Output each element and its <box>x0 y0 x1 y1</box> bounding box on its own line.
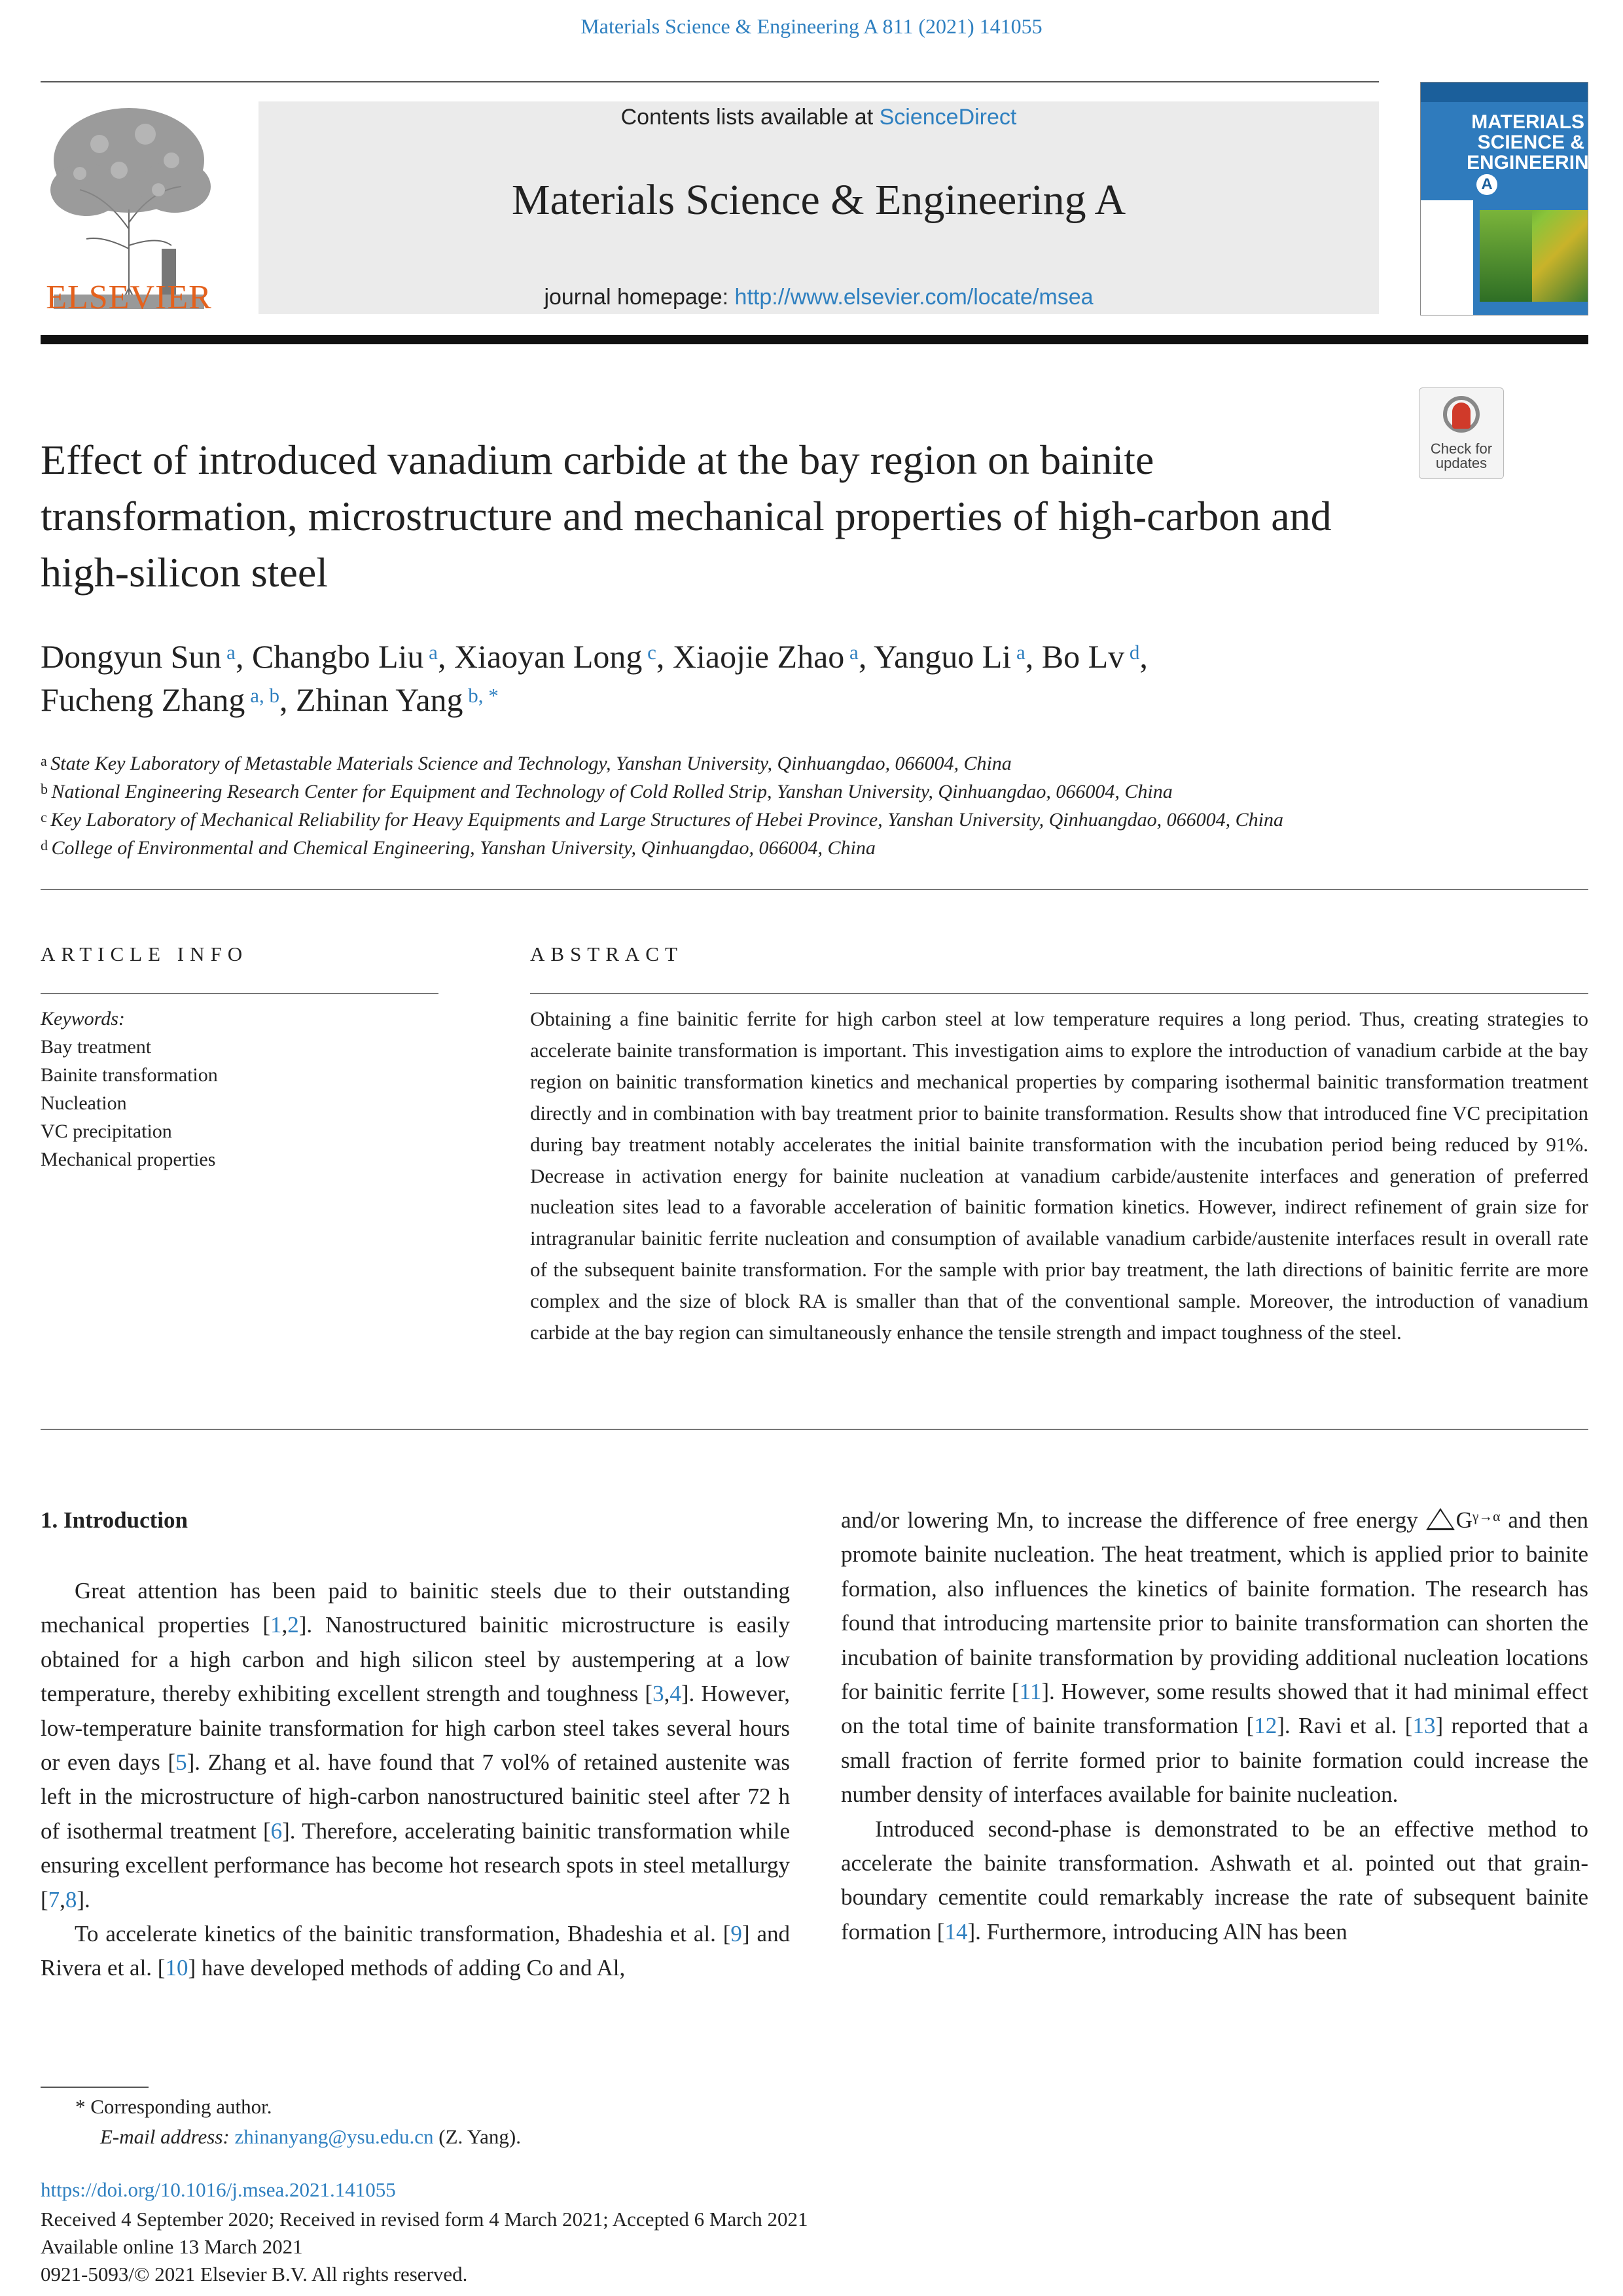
affiliation-key: c <box>41 809 51 825</box>
citation-link[interactable]: 12 <box>1254 1713 1277 1739</box>
citation-link[interactable]: 11 <box>1019 1679 1042 1705</box>
paragraph-text: ] have developed methods of adding Co and Al, <box>188 1955 626 1981</box>
cover-contents-panel <box>1421 200 1473 315</box>
check-for-updates-badge[interactable] <box>1419 387 1504 479</box>
journal-reference[interactable]: Materials Science & Engineering A 811 (2021) 141055 <box>580 14 1043 38</box>
author-name[interactable]: Bo Lv <box>1041 638 1125 675</box>
article-info-heading: ARTICLE INFO <box>41 942 249 965</box>
keyword-item: Mechanical properties <box>41 1149 216 1170</box>
paragraph <box>841 1812 1588 1950</box>
author-affiliation-marker[interactable]: d <box>1124 641 1140 664</box>
author-separator: , <box>437 638 454 675</box>
sciencedirect-link[interactable]: ScienceDirect <box>879 105 1017 130</box>
author-affiliation-marker[interactable]: a <box>221 641 236 664</box>
keywords-block <box>41 1005 433 1174</box>
author-name[interactable]: Dongyun Sun <box>41 638 222 675</box>
citation-link[interactable]: 6 <box>270 1818 283 1844</box>
citation-link[interactable]: 7 <box>48 1886 60 1912</box>
paragraph-text: ]. <box>77 1886 90 1912</box>
citation-link[interactable]: 4 <box>669 1681 681 1707</box>
paragraph-text: , <box>60 1886 65 1912</box>
email-link[interactable]: zhinanyang@ysu.edu.cn <box>234 2125 434 2148</box>
author-affiliation-marker[interactable]: b, * <box>463 684 499 707</box>
paragraph-text: and then promote bainite nucleation. The heat treatment, which is applied prior to bainite formation, also influences the kinetics of bainite formation. The research has found that introducing martensite prior to bainite transformation can shorten the incubation of bainite transformation by providing additional nucleation locations for bainitic ferrite [ <box>841 1507 1588 1705</box>
paragraph-text: ]. Furthermore, introducing AlN has been <box>967 1918 1347 1945</box>
check-for-updates-label: Check for updates <box>1430 440 1493 471</box>
author-affiliation-marker[interactable]: a, b <box>245 684 279 707</box>
paragraph <box>41 1917 790 1986</box>
author-name[interactable]: Changbo Liu <box>251 638 424 675</box>
keyword-item: Bainite transformation <box>41 1064 218 1086</box>
affiliation-text: National Engineering Research Center for Equipment and Technology of Cold Rolled Strip, Yanshan University, Qinhuangdao, 066004, China <box>51 781 1173 802</box>
author-affiliation-marker[interactable]: a <box>423 641 438 664</box>
author-name[interactable]: Xiaojie Zhao <box>672 638 845 675</box>
superscript-gamma-alpha: γ→α <box>1472 1509 1501 1524</box>
paragraph: and/or lowering Mn, to increase the difference of free energy $G^{\gamma\to\alpha}$ and then promote bainite nucleation. The heat treatment, which is applied prior to bainite formation, also influences the kinetics of bainite formation. The research has found that introducing martensite prior to bainite transformation can shorten the incubation of bainite transformation by providing additional nucleation locations for bainitic ferrite [11]. However, some results showed that it had minimal effect on the total time of bainite transformation [12]. Ravi et al. [13] reported that a small fraction of ferrite formed prior to bainite formation could increase the number density of interfaces available for bainite nucleation. <box>841 1507 1589 1808</box>
paragraph <box>41 1574 790 1917</box>
doi-link[interactable]: https://doi.org/10.1016/j.msea.2021.141055 <box>41 2178 396 2201</box>
email-suffix: (Z. Yang). <box>433 2125 522 2148</box>
abstract-rule <box>530 993 1588 994</box>
author-affiliation-marker[interactable]: a <box>844 641 859 664</box>
affiliation-key: a <box>41 753 51 769</box>
cover-series-letter: A <box>1476 174 1497 195</box>
elsevier-wordmark: ELSEVIER <box>46 279 212 316</box>
citation-link[interactable]: 2 <box>287 1612 299 1638</box>
top-rule <box>41 81 1379 82</box>
paragraph-text: ]. Therefore, accelerating bainitic transformation while ensuring excellent performance has become hot research spots in steel metallurgy [ <box>41 1818 790 1912</box>
cover-micrograph-2 <box>1480 210 1532 302</box>
paragraph-text: ]. However, low-temperature bainite transformation for high carbon steel takes several hours or even days [ <box>41 1681 791 1776</box>
author-name[interactable]: Fucheng Zhang <box>41 681 245 718</box>
paragraph-text: ]. Nanostructured bainitic microstructure is easily obtained for a high carbon and high silicon steel by austempering at a low temperature, thereby exhibiting excellent strength and toughness [ <box>41 1612 791 1707</box>
affiliation-list <box>41 749 1546 862</box>
citation-link[interactable]: 8 <box>65 1886 77 1912</box>
author-separator: , <box>1139 638 1148 675</box>
footnote <box>75 2092 1057 2152</box>
abstract-text: Obtaining a fine bainitic ferrite for high carbon steel at low temperature requires a long period. Thus, creating strategies to accelerate bainite transformation is important. This investigation aims to explore the introduction of vanadium carbide at the bay region on bainitic transformation kinetics and mechanical properties by comparing isothermal bainitic transformation treatment directly and in combination with bay treatment prior to bainite transformation. Results show that introduced fine VC precipitation during bay treatment notably accelerates the initial bainite transformation with the incubation period being reduced by 91%. Decrease in activation energy for bainite nucleation at vanadium carbide/austenite interfaces and generation of preferred nucleation sites lead to a favorable acceleration of bainitic formation kinetics. However, indirect refinement of grain size for intragranular bainitic ferrite nucleation and consumption of available vanadium carbide/austenite interfaces result in overall rate of the subsequent bainite transformation. For the sample with prior bay treatment, the lath directions of bainitic ferrite are more complex and the size of block RA is smaller than that of the conventional sample. Moreover, the introduction of vanadium carbide at the bay region can simultaneously enhance the tensile strength and impact toughness of the steel. <box>530 1007 1588 1344</box>
homepage-line <box>259 285 1379 310</box>
paragraph-text: Great attention has been paid to bainitic steels due to their outstanding mechanical properties [ <box>41 1578 790 1638</box>
citation-link[interactable]: 10 <box>165 1955 188 1981</box>
affiliation-text: College of Environmental and Chemical Engineering, Yanshan University, Qinhuangdao, 066004, China <box>51 837 876 859</box>
author-separator: , <box>279 681 296 718</box>
author-separator: , <box>656 638 673 675</box>
homepage-link[interactable]: http://www.elsevier.com/locate/msea <box>734 285 1094 310</box>
author-separator: , <box>235 638 252 675</box>
affiliation-rule <box>41 889 1588 890</box>
affiliation-item <box>41 778 1546 806</box>
citation-link[interactable]: 1 <box>270 1612 282 1638</box>
abstract-heading: ABSTRACT <box>530 942 683 965</box>
keyword-item: VC precipitation <box>41 1121 172 1142</box>
author-separator: , <box>1025 638 1042 675</box>
cover-title: MATERIALS SCIENCE & ENGINEERING <box>1467 111 1605 173</box>
paragraph-text: and/or lowering Mn, to increase the difference of free energy <box>841 1507 1426 1533</box>
paragraph-text: ]. However, some results showed that it had minimal effect on the total time of bainite transformation [ <box>841 1679 1588 1739</box>
affiliation-text: Key Laboratory of Mechanical Reliability for Heavy Equipments and Large Structures of Hebei Province, Yanshan University, Qinhuangdao, 066004, China <box>50 809 1283 831</box>
citation-link[interactable]: 9 <box>730 1921 742 1947</box>
affiliation-key: b <box>41 781 52 797</box>
article-title: Effect of introduced vanadium carbide at the bay region on bainite transformation, microstructure and mechanical properties of high-carbon and high-silicon steel <box>41 437 1332 596</box>
section-heading-introduction: 1. Introduction <box>41 1507 188 1533</box>
header-thick-rule <box>41 335 1588 344</box>
author-name[interactable]: Zhinan Yang <box>295 681 463 718</box>
citation-link[interactable]: 14 <box>944 1918 968 1945</box>
abstract-bottom-rule <box>41 1429 1588 1430</box>
author-affiliation-marker[interactable]: c <box>642 641 656 664</box>
email-line <box>75 2122 1057 2152</box>
body-column-left <box>41 1574 790 1986</box>
cover-top-bar <box>1421 82 1588 102</box>
paragraph-text: , <box>664 1681 670 1707</box>
author-name[interactable]: Xiaoyan Long <box>454 638 643 675</box>
affiliation-item <box>41 834 1546 862</box>
journal-cover-image[interactable] <box>1420 82 1605 315</box>
available-online: Available online 13 March 2021 <box>41 2235 303 2258</box>
contents-prefix: Contents lists available at <box>620 105 880 130</box>
crossmark-bookmark-icon <box>1452 403 1471 429</box>
paragraph-text: ]. Ravi et al. [ <box>1277 1713 1413 1739</box>
received-dates: Received 4 September 2020; Received in revised form 4 March 2021; Accepted 6 March 2021 <box>41 2208 808 2231</box>
paragraph-text: ]. Zhang et al. have found that 7 vol% of retained austenite was left in the microstructure of high-carbon nanostructured bainitic steel after 72 h of isothermal treatment [ <box>41 1749 790 1844</box>
journal-title: Materials Science & Engineering A <box>511 176 1126 224</box>
affiliation-item <box>41 806 1546 834</box>
publication-history <box>41 2206 1349 2288</box>
author-name[interactable]: Yanguo Li <box>873 638 1012 675</box>
citation-link[interactable]: 13 <box>1412 1713 1436 1739</box>
paragraph-text: To accelerate kinetics of the bainitic transformation, Bhadeshia et al. [ <box>75 1921 731 1947</box>
keywords-label: Keywords: <box>41 1008 125 1030</box>
paragraph-text: ] and Rivera et al. [ <box>41 1921 790 1981</box>
author-list <box>41 635 1546 721</box>
homepage-prefix: journal homepage: <box>544 285 735 310</box>
paragraph-text: ] reported that a small fraction of ferrite formed prior to bainite formation could increase the number density of interfaces available for bainite nucleation. <box>841 1713 1589 1808</box>
keyword-item: Nucleation <box>41 1092 127 1114</box>
keyword-item: Bay treatment <box>41 1036 152 1058</box>
body-column-right <box>841 1503 1588 1949</box>
email-label: E-mail address: <box>100 2125 235 2148</box>
author-separator: , <box>858 638 874 675</box>
delta-symbol-icon <box>1426 1508 1455 1530</box>
corresponding-author-note: * Corresponding author. <box>75 2095 272 2118</box>
affiliation-key: d <box>41 837 52 853</box>
keywords-list <box>41 1033 433 1174</box>
paragraph-text: , <box>281 1612 288 1638</box>
citation-link[interactable]: 3 <box>652 1681 664 1707</box>
paragraph-text: Introduced second-phase is demonstrated to be an effective method to accelerate the bainite transformation. Ashwath et al. pointed out that grain-boundary cementite could remarkably increase the rate of subsequent bainite formation [ <box>841 1816 1588 1945</box>
contents-line <box>259 105 1379 130</box>
affiliation-item <box>41 749 1546 778</box>
author-affiliation-marker[interactable]: a <box>1011 641 1026 664</box>
copyright-line: 0921-5093/© 2021 Elsevier B.V. All rights reserved. <box>41 2263 468 2286</box>
affiliation-text: State Key Laboratory of Metastable Materials Science and Technology, Yanshan University, Qinhuangdao, 066004, China <box>50 753 1012 774</box>
footnote-rule <box>41 2087 149 2088</box>
citation-link[interactable]: 5 <box>175 1749 187 1776</box>
article-info-rule <box>41 993 438 994</box>
